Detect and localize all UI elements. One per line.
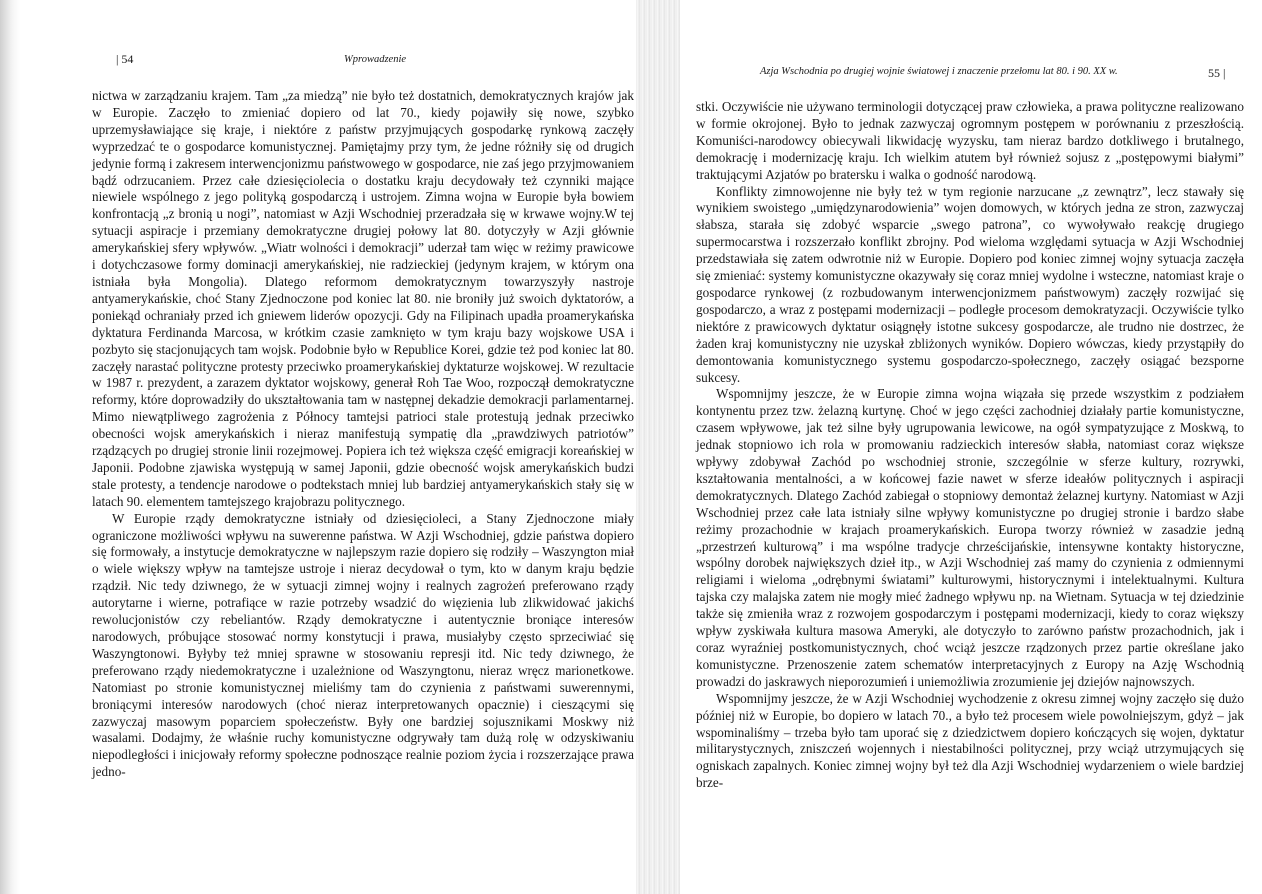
paragraph: Konflikty zimnowojenne nie były też w tym regionie narzucane „z zewnątrz”, lecz stawały się wynikiem swoistego „umiędzynarodowienia” wojen domowych, w których jedna ze stron, zazwyczaj słabsza, starała się zdobyć wsparcie „swego patrona”, co wywoływało reakcję drugiego supermocarstwa i rozszerzało konflikt zbrojny. Pod wieloma względami sytuacja w Azji Wschodniej przedstawiała się zatem odwrotnie niż w Europie. Dopiero pod koniec zimnej wojny sytuacja zaczęła się zmieniać: systemy komunistyczne okazywały się coraz mniej wydolne i wsteczne, natomiast kraje o gospodarce rynkowej (z rozbudowanym interwencjonizmem państwowym) zaczęły rozwijać się gospodarczo, a wraz z postępami modernizacji – podległe procesom demokratyzacji. Oczywiście tylko niektóre z prawicowych dyktatur osiągnęły istotne sukcesy gospodarcze, ale trudno nie dostrzec, że żaden kraj komunistyczny nie uzyskał zbliżonych wyników. Dopiero wówczas, kiedy przystąpiły do demontowania komunistycznego systemu gospodarczo-społecznego, zaczęły osiągać bezsporne sukcesy. <box>696 183 1244 385</box>
running-head-right: Azja Wschodnia po drugiej wojnie światowej i znaczenie przełomu lat 80. i 90. XX w. <box>760 66 1118 77</box>
paragraph: Wspomnijmy jeszcze, że w Europie zimna wojna wiązała się przede wszystkim z podziałem kontynentu przez tzw. żelazną kurtynę. Choć w jego części zachodniej działały partie komunistyczne, czasem wpływowe, jak też silne były ugrupowania lewicowe, na ogół sympatyzujące z Moskwą, to jednak stopniowo ich rola w promowaniu radzieckich interesów słabła, natomiast coraz większe wpływy zdobywał Zachód po wschodniej stronie, szczególnie w sferze kultury, rozrywki, kształtowania mentalności, a w końcowej fazie nawet w sferze ideałów politycznych i aspiracji demokratycznych. Dlatego Zachód zabiegał o stopniowy demontaż żelaznej kurtyny. Natomiast w Azji Wschodniej przez całe lata istniały silne wpływy komunistyczne po drugiej stronie i bardzo słabe reżimy prozachodnie w krajach proamerykańskich. Europa tworzy również w zasadzie jedną „przestrzeń kulturową” i ma wspólne tradycje chrześcijańskie, intensywne kontakty historyczne, wspólny dorobek największych dzieł itp., w Azji Wschodniej zaś mamy do czynienia z odmiennymi religiami i wieloma „odrębnymi światami” kulturowymi, historycznymi i intelektualnymi. Kultura tajska czy malajska zatem nie mogły mieć żadnego wpływu np. na Wietnam. Sytuacja w tej dziedzinie także się zmieniła wraz z rozwojem gospodarczym i postępami modernizacji, kiedy to coraz większy wpływ zyskiwała kultura masowa Ameryki, ale dotyczyło to zarówno państw prozachodnich, jak i coraz wyraźniej postkomunistycznych, choć wciąż jeszcze rządzonych przez partie określane jako komunistyczne. Przenoszenie zatem schematów interpretacyjnych z Europy na Azję Wschodnią prowadzi do jaskrawych nieporozumień i uniemożliwia zrozumienie jej dziejów najnowszych. <box>696 386 1244 689</box>
paragraph: nictwa w zarządzaniu krajem. Tam „za miedzą” nie było też dostatnich, demokratycznych krajów jak w Europie. Zaczęło to zmieniać dopiero od lat 70., kiedy pojawiły się nowe, szybko uprzemysławiające się kraje, i niektóre z państw przyjmujących gospodarkę rynkową zaczęły wyprzedzać te o gospodarce komunistycznej. Pamiętajmy przy tym, że jedne różniły się od drugich jedynie formą i zakresem interwencjonizmu państwowego w gospodarce, nie zaś jego przyjmowaniem bądź odrzucaniem. Przez całe dziesięciolecia o dostatku kraju decydowały też czynniki mające niewiele wspólnego z jego polityką gospodarczą i ustrojem. Zimna wojna w Europie była bowiem konfrontacją „z bronią u nogi”, natomiast w Azji Wschodniej przeradzała się w krwawe wojny.W tej sytuacji aspiracje i przemiany demokratyczne drugiej połowy lat 80. dotyczyły w Azji głównie amerykańskiej sfery wpływów. „Wiatr wolności i demokracji” uderzał tam więc w reżimy prawicowe i dotychczasowe formy dominacji amerykańskiej, nie radzieckiej (jedynym krajem, w którym ona istniała była Mongolia). Dlatego reformom demokratycznym towarzyszyły nastroje antyamerykańskie, choć Stany Zjednoczone pod koniec lat 80. nie broniły już swoich dyktatorów, a poniekąd ochraniały przed ich gniewem liderów opozycji. Gdy na Filipinach upadła proamerykańska dyktatura Ferdinanda Marcosa, w krótkim czasie zamknięto w tym kraju bazy wojskowe USA i pozbyto się stacjonujących tam wojsk. Podobnie było w Republice Korei, gdzie też pod koniec lat 80. zaczęły narastać polityczne protesty przeciwko proamerykańskiej dyktaturze wojskowej. W rezultacie w 1987 r. prezydent, a zarazem dyktator wojskowy, generał Roh Tae Woo, rozpoczął demokratyczne reformy, które doprowadziły do ukształtowania tam w następnej dekadzie demokracji parlamentarnej. Mimo niewątpliwego zagrożenia z Północy tamtejsi patrioci stale protestują jednak przeciwko obecności wojsk amerykańskich i nieraz manifestują sympatię dla „prawdziwych patriotów” rządzących po drugiej stronie linii rozejmowej. Popiera ich też większa część emigracji koreańskiej w Japonii. Podobne zjawiska występują w samej Japonii, gdzie obecność wojsk amerykańskich budzi stale protesty, a tendencje narodowe o podtekstach mniej lub bardziej antyamerykańskich stały się w latach 90. elementem tamtejszego krajobrazu politycznego. <box>92 88 634 509</box>
page-number-left: | 54 <box>116 52 134 66</box>
paragraph: stki. Oczywiście nie używano terminologii dotyczącej praw człowieka, a prawa polityczne realizowano w formie okrojonej. Było to jednak zazwyczaj ogromnym postępem w porównaniu z przeszłością. Komuniści-narodowcy obiecywali likwidację wyzysku, tam nieraz bardzo dotkliwego i brutalnego, demokrację i modernizację kraju. Ich wielkim atutem był również sojusz z „postępowymi białymi” traktującymi Azjatów po bratersku i walka o godność narodową. <box>696 99 1244 182</box>
paragraph: Wspomnijmy jeszcze, że w Azji Wschodniej wychodzenie z okresu zimnej wojny zaczęło się dużo później niż w Europie, bo dopiero w latach 70., a było też procesem wiele powolniejszym, gdyż – jak wspominaliśmy – trzeba było tam uporać się z dziedzictwem dopiero kończących się wojen, dyktatur militarystycznych, zniszczeń wojennych i niestabilności politycznej, przy wciąż utrzymujących się ogniskach zapalnych. Koniec zimnej wojny był też dla Azji Wschodniej wydarzeniem o wiele bardziej brze- <box>696 690 1244 791</box>
running-head-left: Wprowadzenie <box>344 54 407 65</box>
left-page-body <box>92 88 634 781</box>
right-page-body <box>696 99 1244 792</box>
paragraph: W Europie rządy demokratyczne istniały od dziesięcioleci, a Stany Zjednoczone miały ograniczone możliwości wpływu na suwerenne państwa. W Azji Wschodniej, gdzie państwa dopiero się formowały, a instytucje demokratyczne w najlepszym razie dopiero się rodziły – Waszyngton miał o wiele większy wpływ na tamtejsze ustroje i nieraz decydował o tym, kto w danym kraju będzie rządził. Nic tedy dziwnego, że w sytuacji zimnej wojny i realnych zagrożeń preferowano rządy autorytarne i wierne, potrafiące w razie potrzeby wsadzić do więzienia lub zlikwidować jakichś rewolucjonistów czy rebeliantów. Rządy demokratyczne i autentycznie broniące interesów narodowych, próbujące stosować normy konstytucji i prawa, musiałyby często sprzeciwiać się Waszyngtonowi. Byłyby też mniej sprawne w stosowaniu represji itd. Nic tedy dziwnego, że preferowano rządy niedemokratyczne i uzależnione od Waszyngtonu, nieraz wręcz marionetkowe. Natomiast po stronie komunistycznej mieliśmy tam do czynienia z państwami suwerennymi, broniącymi interesów narodowych (choć nieraz interpretowanych opacznie) i cieszącymi się zazwyczaj masowym poparciem społeczeństw. Były one bardziej sojusznikami Moskwy niż wasalami. Dodajmy, że właśnie ruchy komunistyczne odgrywały tam dużą rolę w odzyskiwaniu niepodległości i inicjowały reformy społeczne podnoszące realnie poziom życia i rozszerzające prawa jedno- <box>92 510 634 780</box>
right-page <box>656 0 1262 894</box>
page-number-right: 55 | <box>1208 66 1226 80</box>
